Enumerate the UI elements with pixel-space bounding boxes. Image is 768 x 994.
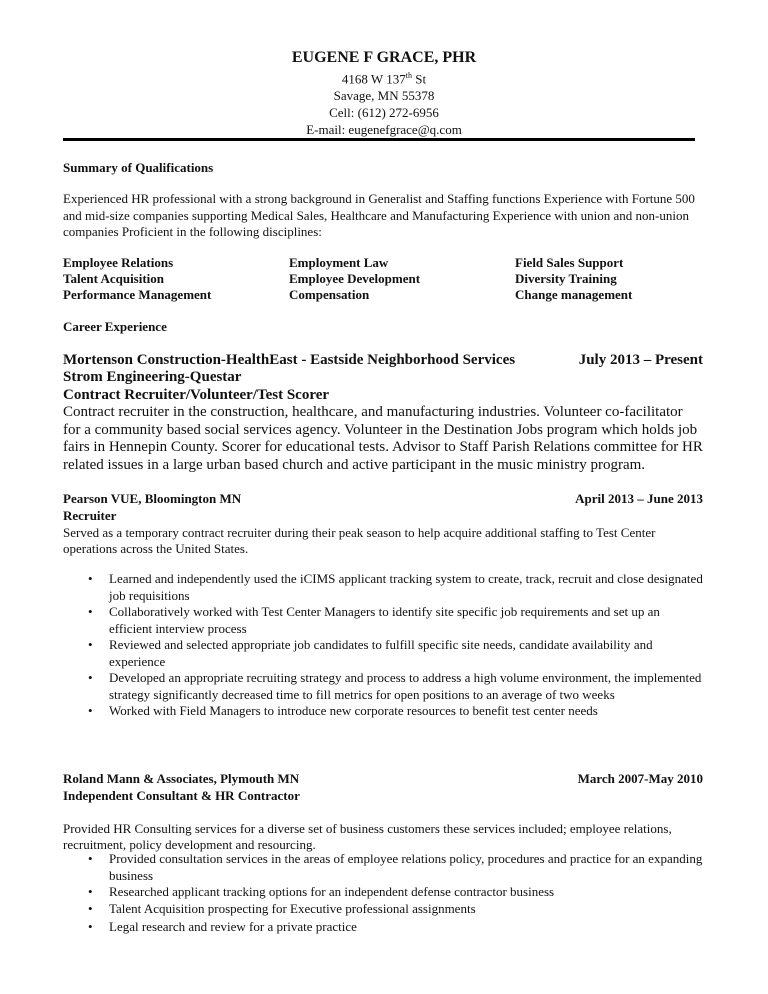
candidate-name: EUGENE F GRACE, PHR xyxy=(291,49,477,66)
city-line: Savage, MN 55378 xyxy=(333,88,435,104)
job-company-secondary: Strom Engineering-Questar xyxy=(63,369,242,385)
job-entry-pearson xyxy=(63,491,703,558)
bullet-icon: • xyxy=(88,670,93,685)
header-divider xyxy=(63,138,695,141)
pearson-bullet-list xyxy=(63,571,703,720)
address-street: 4168 W 137 xyxy=(341,71,406,87)
discipline-item: Talent Acquisition xyxy=(63,271,165,286)
list-item xyxy=(63,670,703,703)
summary-heading: Summary of Qualifications xyxy=(63,160,214,175)
bullet-icon: • xyxy=(88,884,93,899)
job-dates: March 2007-May 2010 xyxy=(577,771,703,786)
list-item xyxy=(63,884,703,901)
bullet-text: Talent Acquisition prospecting for Executive professional assignments xyxy=(109,900,476,916)
bullet-text: Developed an appropriate recruiting strategy and process to address a high volume environment, the implemented strategy significantly decreased time to fill metrics for open positions to an average of two weeks xyxy=(109,670,702,702)
list-item xyxy=(63,703,703,720)
job-description: Contract recruiter in the construction, healthcare, and manufacturing industries. Volunteer co-facilitator for a community based social services agency. Volunteer in the Destination Jobs program which holds job fairs in Hennepin County. Scorer for educational tests. Advisor to Staff Parish Relations committee for HR related issues in a large urban based church and active participant in the music ministry program. xyxy=(63,404,703,473)
address-line xyxy=(0,67,768,87)
discipline-item: Diversity Training xyxy=(515,271,617,286)
discipline-item: Field Sales Support xyxy=(515,255,624,270)
discipline-item: Employee Development xyxy=(289,271,421,286)
discipline-item: Change management xyxy=(515,287,633,302)
job-entry-mortenson xyxy=(63,352,703,474)
list-item xyxy=(63,637,703,670)
job-dates: July 2013 – Present xyxy=(578,352,703,368)
disciplines-col-3 xyxy=(515,255,632,303)
bullet-icon: • xyxy=(88,703,93,718)
bullet-icon: • xyxy=(88,604,93,619)
discipline-item: Employment Law xyxy=(289,255,389,270)
job-description: Served as a temporary contract recruiter during their peak season to help acquire additional staffing to Test Center operations across the United States. xyxy=(63,524,656,556)
address-ordinal: th xyxy=(405,71,412,80)
list-item xyxy=(63,604,703,637)
cell-line: Cell: (612) 272-6956 xyxy=(329,105,439,121)
job-header-row xyxy=(63,352,703,369)
job-title: Recruiter xyxy=(63,508,117,523)
bullet-text: Learned and independently used the iCIMS applicant tracking system to create, track, recruit and close designated job requisitions xyxy=(109,571,703,603)
bullet-text: Legal research and review for a private practice xyxy=(109,919,357,934)
list-item xyxy=(63,851,703,884)
job-company: Roland Mann & Associates, Plymouth MN xyxy=(63,771,300,786)
job-title: Independent Consultant & HR Contractor xyxy=(63,788,300,803)
bullet-text: Worked with Field Managers to introduce new corporate resources to benefit test center needs xyxy=(109,703,598,718)
job-header-row xyxy=(63,771,703,788)
bullet-icon: • xyxy=(88,900,93,916)
address-suffix: St xyxy=(411,71,427,87)
job-header-row xyxy=(63,491,703,508)
bullet-icon: • xyxy=(88,637,93,652)
bullet-icon: • xyxy=(88,851,93,866)
job-dates: April 2013 – June 2013 xyxy=(575,491,703,506)
job-company: Mortenson Construction-HealthEast - Eastside Neighborhood Services xyxy=(63,352,516,368)
bullet-text: Provided consultation services in the areas of employee relations policy, procedures and practice for an expanding business xyxy=(109,851,703,883)
bullet-icon: • xyxy=(88,919,93,934)
bullet-icon: • xyxy=(88,571,93,586)
roland-bullet-list xyxy=(63,851,703,936)
list-item xyxy=(63,901,703,918)
bullet-text: Collaboratively worked with Test Center Managers to identify site specific job requirements and set up an efficient interview process xyxy=(109,604,660,636)
list-item xyxy=(63,571,703,604)
bullet-text: Reviewed and selected appropriate job candidates to fulfill specific site needs, candidate availability and experience xyxy=(109,637,653,669)
job-company: Pearson VUE, Bloomington MN xyxy=(63,491,242,506)
job-description: Provided HR Consulting services for a diverse set of business customers these services included; employee relations, recruitment, policy development and resourcing. xyxy=(63,820,672,852)
email-line: E-mail: eugenefgrace@q.com xyxy=(306,122,462,138)
disciplines-col-1 xyxy=(63,255,211,303)
career-heading: Career Experience xyxy=(63,319,167,334)
list-item xyxy=(63,919,703,936)
summary-text: Experienced HR professional with a strong background in Generalist and Staffing functions Experience with Fortune 500 and mid-size companies supporting Medical Sales, Healthcare and Manufacturing Experience with union and non-union companies Proficient in the following disciplines: xyxy=(63,191,695,239)
discipline-item: Compensation xyxy=(289,287,370,302)
discipline-item: Employee Relations xyxy=(63,255,174,270)
resume-header xyxy=(0,48,768,138)
job-title: Contract Recruiter/Volunteer/Test Scorer xyxy=(63,386,330,403)
bullet-text: Researched applicant tracking options for an independent defense contractor business xyxy=(109,884,555,899)
disciplines-col-2 xyxy=(289,255,420,303)
job-entry-roland-mann xyxy=(63,771,703,854)
discipline-item: Performance Management xyxy=(63,287,212,302)
